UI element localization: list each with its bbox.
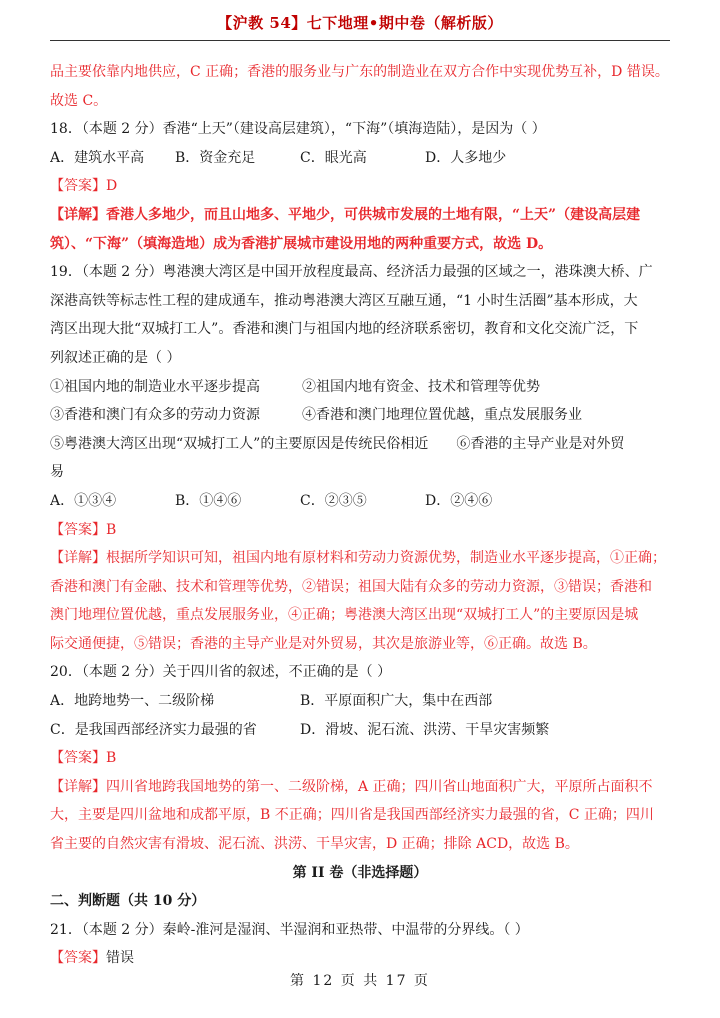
q19-detail-line: 澳门地理位置优越，重点发展服务业，④正确；粤港澳大湾区出现“双城打工人”的主要原因是城 [50, 607, 639, 624]
q19-statement-tail: 易 [50, 464, 64, 481]
q21-answer-tag: 【答案】 [50, 950, 106, 967]
section-title: 第 II 卷（非选择题） [292, 864, 428, 881]
q18-options [50, 144, 670, 173]
q21-stem: 21．（本题 2 分）秦岭-淮河是湿润、半湿润和亚热带、中温带的分界线。（ ） [50, 921, 529, 938]
part-title: 二、判断题（共 10 分） [50, 893, 206, 910]
q19-statement: ③香港和澳门有众多的劳动力资源 [50, 407, 260, 424]
q20-stem: 20．（本题 2 分）关于四川省的叙述，不正确的是（ ） [50, 664, 392, 681]
q21-answer-value: 错误 [106, 950, 134, 967]
q19-statement-row [50, 401, 670, 430]
q19-stem-line: 深港高铁等标志性工程的建成通车，推动粤港澳大湾区互融互通，“1 小时生活圈”基本形成，大 [50, 292, 638, 309]
q19-option-c: C．②③⑤ [300, 492, 367, 509]
q19-detail-line: 际交通便捷，⑤错误；香港的主导产业是对外贸易，其次是旅游业等，⑥正确。故选 B。 [50, 635, 597, 652]
q19-statement: ②祖国内地有资金、技术和管理等优势 [302, 378, 540, 395]
q19-statement: ①祖国内地的制造业水平逐步提高 [50, 378, 260, 395]
q20-options-row [50, 716, 670, 745]
q19-stem-line: 列叙述正确的是（ ） [50, 349, 181, 366]
q19-detail-line: 香港和澳门有金融、技术和管理等优势，②错误；祖国大陆有众多的劳动力资源，③错误；香港和 [50, 578, 652, 595]
page-footer: 第 12 页 共 17 页 [290, 973, 430, 989]
q18-option-b: B．资金充足 [175, 149, 256, 166]
q20-options-row [50, 687, 670, 716]
q19-option-a: A．①③④ [50, 492, 117, 509]
q20-option-b: B．平原面积广大，集中在西部 [300, 693, 493, 710]
q20-detail-line: 省主要的自然灾害有滑坡、泥石流、洪涝、干旱灾害，D 正确；排除 ACD，故选 B。 [50, 836, 579, 853]
q20-option-d: D．滑坡、泥石流、洪涝、干旱灾害频繁 [300, 721, 550, 738]
q18-option-a: A．建筑水平高 [50, 149, 145, 166]
page-header-title: 【沪教 54】七下地理•期中卷（解析版） [217, 14, 503, 32]
q19-detail-line: 【详解】根据所学知识可知，祖国内地有原材料和劳动力资源优势，制造业水平逐步提高，①正确； [50, 550, 666, 567]
q19-answer: 【答案】B [50, 521, 117, 538]
q18-option-d: D．人多地少 [425, 149, 507, 166]
q20-answer: 【答案】B [50, 750, 117, 767]
q19-stem-line: 19．（本题 2 分）粤港澳大湾区是中国开放程度最高、经济活力最强的区域之一，港珠澳大桥、广 [50, 264, 653, 281]
q20-detail-line: 【详解】四川省地跨我国地势的第一、二级阶梯，A 正确；四川省山地面积广大，平原所占面积不 [50, 778, 653, 795]
header-divider [50, 40, 670, 41]
q19-statement: ④香港和澳门地理位置优越，重点发展服务业 [302, 407, 582, 424]
carryover-line: 故选 C。 [50, 92, 108, 109]
q19-options [50, 487, 670, 516]
q18-stem: 18．（本题 2 分）香港“上天”（建设高层建筑），“下海”（填海造陆），是因为（ ） [50, 121, 546, 138]
q20-option-a: A．地跨地势一、二级阶梯 [50, 693, 215, 710]
document-body [50, 58, 670, 973]
q19-option-b: B．①④⑥ [175, 492, 242, 509]
q19-stem-line: 湾区出现大批“双城打工人”。香港和澳门与祖国内地的经济联系密切，教育和文化交流广泛，下 [50, 321, 639, 338]
q18-detail-line: 筑）、“下海”（填海造地）成为香港扩展城市建设用地的两种重要方式，故选 D。 [50, 235, 553, 252]
q19-statement-row [50, 373, 670, 402]
q19-statement: ⑥香港的主导产业是对外贸 [456, 435, 625, 452]
q20-detail-line: 大，主要是四川盆地和成都平原，B 不正确；四川省是我国西部经济实力最强的省，C 正确；四川 [50, 807, 654, 824]
q18-detail-line: 【详解】香港人多地少，而且山地多、平地少，可供城市发展的土地有限，“上天”（建设高层建 [50, 206, 641, 223]
carryover-line: 品主要依靠内地供应，C 正确；香港的服务业与广东的制造业在双方合作中实现优势互补，D 错误。 [50, 64, 669, 80]
q18-option-c: C．眼光高 [300, 149, 367, 166]
q19-statement-row [50, 430, 670, 459]
q18-answer: 【答案】D [50, 178, 118, 195]
q21-answer [50, 944, 670, 973]
q19-statement: ⑤粤港澳大湾区出现“双城打工人”的主要原因是传统民俗相近 [50, 435, 429, 452]
q19-option-d: D．②④⑥ [425, 492, 493, 509]
q20-option-c: C．是我国西部经济实力最强的省 [50, 721, 257, 738]
